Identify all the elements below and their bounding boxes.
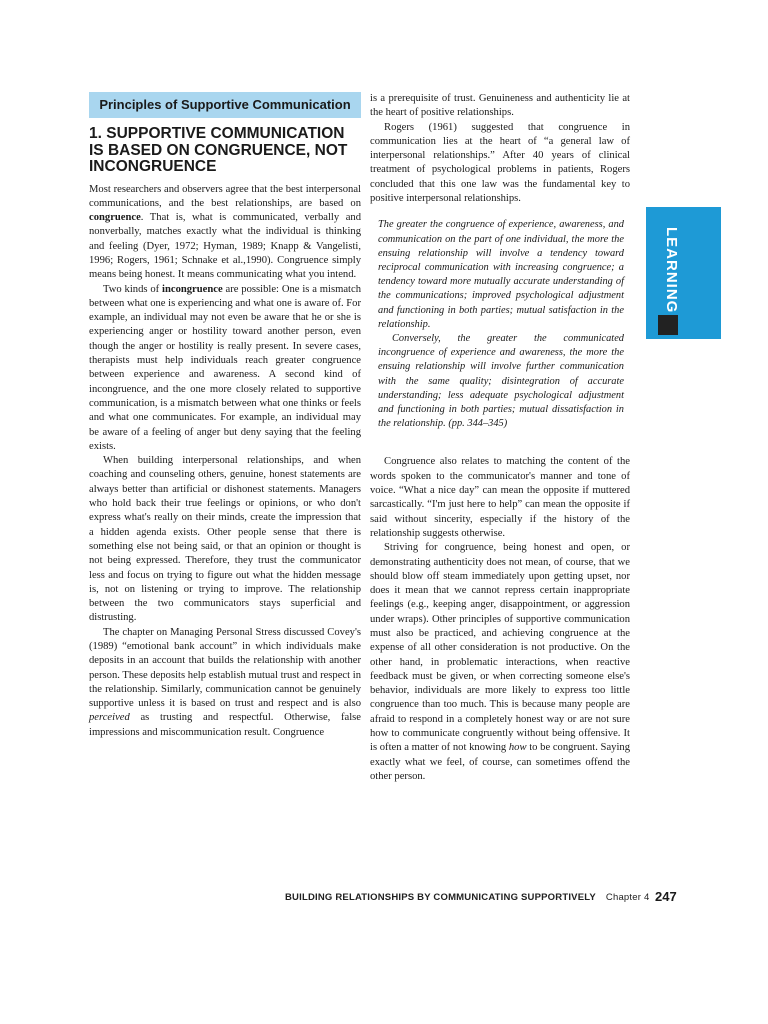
paragraph: Rogers (1961) suggested that congruence in communication lies at the heart of “a general law of interpersonal relationships.” After 40 years of clinical treatment of psychological problems in patients, Rogers concluded that this one law was the fundamental key to positive interpersonal relationships. [370, 121, 630, 205]
right-column [370, 92, 630, 784]
quote-paragraph: The greater the congruence of experience, awareness, and communication on the part of one individual, the more the ensuing relationship will involve a tendency toward reciprocal communication with increasing congruence; a tendency toward more mutually accurate understanding of the communications; improved psychological adjustment and functioning in both parties; mutual satisfaction in the relationship. [378, 219, 624, 330]
section-heading: 1. SUPPORTIVE COMMUNICATION IS BASED ON CONGRUENCE, NOT INCONGRUENCE [89, 125, 348, 175]
block-quote [378, 218, 624, 431]
paragraph: Two kinds of incongruence are possible: One is a mismatch between what one is experiencing and what one is aware of. For example, an individual may not even be aware that he or she is experiencing anger or hostility toward another person, even though the anger or hostility is really present. In severe cases, therapists must help individuals reach greater congruence between experience and awareness. A second kind of incongruence, and the one more closely related to supportive communication, is a mismatch between what one thinks or feels and what one communicates. For example, an individual may be aware of a feeling of anger but deny saying that the feeling exists. [89, 283, 361, 452]
paragraph: The chapter on Managing Personal Stress discussed Covey's (1989) “emotional bank account” in which individuals make deposits in an account that builds the relationship with another person. These deposits help establish mutual trust and respect in the relationship. Similarly, communication cannot be genuinely supportive unless it is based on trust and respect and is also perceived as trusting and respectful. Otherwise, false impressions and miscommunication result. Congruence [89, 626, 361, 738]
running-footer [285, 892, 649, 903]
key-term-congruence: congruence [89, 212, 141, 224]
paragraph: Striving for congruence, being honest and open, or demonstrating authenticity does not mean, of course, that we should blow off steam immediately upon getting upset, nor does it mean that we cannot repress certain inappropriate feelings (e.g., keeping anger, disappointment, or aggression under wraps). Other principles of supportive communication must also be practiced, and achieving congruence at the expense of all other consideration is not productive. On the other hand, in problematic interactions, when reactive feedback must be given, or when correcting someone else's behavior, individuals are more likely to express too little congruence than too much. This is because many people are afraid to respond in a completely honest way or are not sure how to communicate congruently without being offensive. It is often a matter of not knowing how to be congruent. Saying exactly what we feel, of course, can sometimes offend the other person. [370, 542, 630, 782]
quote-paragraph: Conversely, the greater the communicated incongruence of experience and awareness, the more the ensuing relationship will involve further communication with the same quality; disintegration of accurate understanding; less adequate psychological adjustment and functioning in both parties; mutual dissatisfaction in the relationship. (pp. 344–345) [378, 333, 624, 430]
chapter-label: Chapter 4 [605, 892, 650, 903]
left-column [89, 92, 361, 740]
running-head: BUILDING RELATIONSHIPS BY COMMUNICATING SUPPORTIVELY [285, 892, 596, 903]
paragraph: is a prerequisite of trust. Genuineness and authenticity lie at the heart of positive relationships. [370, 93, 630, 119]
section-thumb-tab [646, 207, 721, 339]
tab-label: LEARNING [663, 227, 680, 314]
tab-marker-square [658, 315, 678, 335]
paragraph: Most researchers and observers agree that the best interpersonal communications, and the best relationships, are based on congruence. That is, what is communicated, verbally and nonverbally, matches exactly what the individual is thinking and feeling (Dyer, 1972; Hyman, 1989; Knapp & Vangelisti, 1996; Rogers, 1961; Schnake et al.,1990). Congruence simply means being honest. It means communicating what you intend. [89, 183, 361, 281]
page-number: 247 [655, 889, 677, 904]
principles-box-title: Principles of Supportive Communication [89, 92, 361, 118]
key-term-incongruence: incongruence [162, 283, 223, 295]
paragraph: When building interpersonal relationships, and when coaching and counseling others, genuine, honest statements are always better than artificial or dishonest statements. Managers who hold back their true feelings or opinions, or who don't express what's really on their minds, create the impression that a hidden agenda exists. Other people sense that there is something else not being said, or that an opinion or thought is not being expressed. Therefore, they trust the communicator less and focus on trying to figure out what the hidden message is, not on listening or trying to improve. The relationship between the two communicators stays superficial and distrusting. [89, 455, 361, 624]
paragraph: Congruence also relates to matching the content of the words spoken to the communicator's manner and tone of voice. “What a nice day” can mean the opposite if muttered sarcastically. “I'm just here to help” can mean the opposite if said without sincerity, especially if the history of the relationship suggests otherwise. [370, 456, 630, 539]
